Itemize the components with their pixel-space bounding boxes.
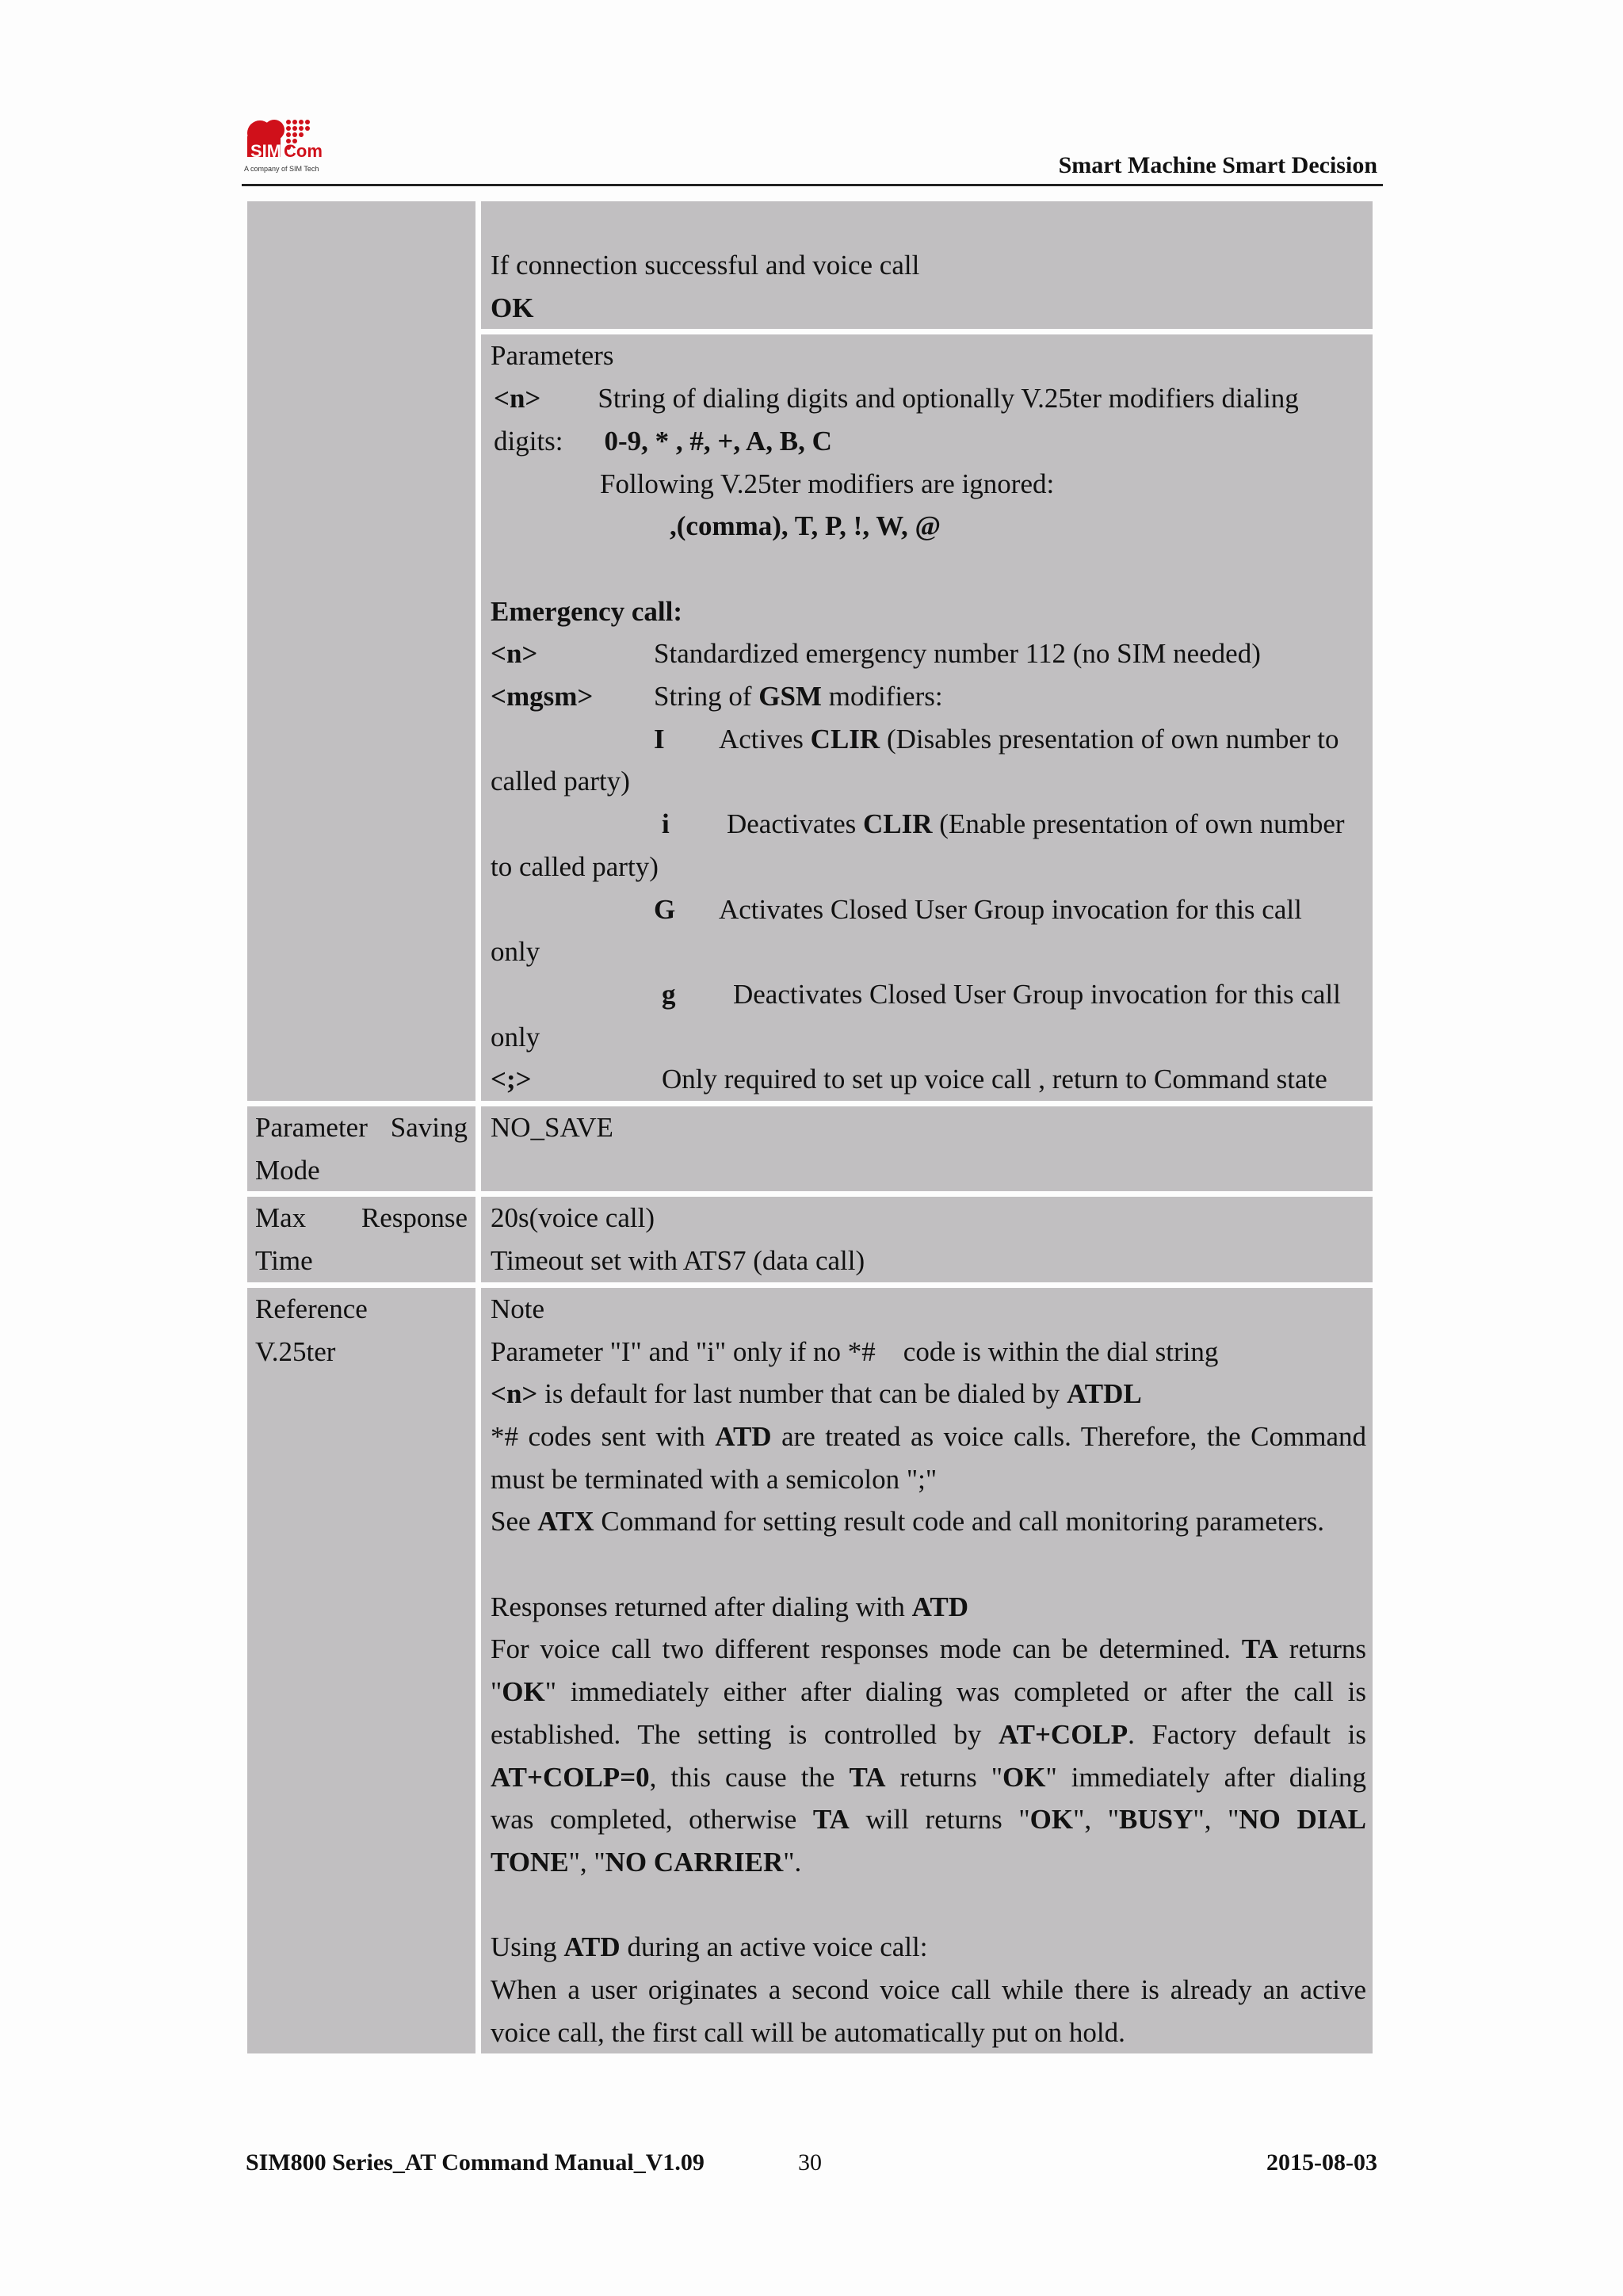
table-row bbox=[247, 201, 1373, 329]
row-value bbox=[481, 1106, 1373, 1191]
text-line: to called party) bbox=[491, 850, 659, 882]
digits-label: digits: bbox=[494, 425, 563, 457]
text-line: Time bbox=[255, 1245, 313, 1277]
text-span: , this cause the bbox=[649, 1761, 850, 1793]
text-line: must be terminated with a semicolon ";" bbox=[491, 1463, 938, 1495]
text-span: TONE bbox=[491, 1846, 569, 1878]
param-tag: <mgsm> bbox=[491, 681, 594, 712]
text-span: ". bbox=[783, 1846, 802, 1878]
text-span: CLIR bbox=[863, 808, 933, 840]
text-span: " bbox=[491, 1676, 502, 1708]
text-span: during an active voice call: bbox=[620, 1931, 928, 1963]
table-row bbox=[247, 1106, 1373, 1191]
param-desc: String of dialing digits and optionally V.25ter modifiers dialing bbox=[598, 383, 1299, 415]
text-span: Actives bbox=[719, 723, 811, 755]
footer-doc-title: SIM800 Series_AT Command Manual_V1.09 bbox=[246, 2149, 705, 2176]
text-span: (Enable presentation of own number bbox=[932, 808, 1345, 840]
text-span: established. The setting is controlled by bbox=[491, 1718, 999, 1750]
text-span: is default for last number that can be dialed by bbox=[537, 1378, 1067, 1410]
text-line: If connection successful and voice call bbox=[491, 250, 920, 281]
text-line: Following V.25ter modifiers are ignored: bbox=[600, 468, 1055, 499]
emergency-heading: Emergency call: bbox=[491, 595, 682, 627]
parameters-cell bbox=[481, 334, 1373, 1101]
text-line: Note bbox=[491, 1293, 545, 1324]
text-line: voice call, the first call will be automatically put on hold. bbox=[491, 2016, 1125, 2048]
row-label bbox=[247, 1197, 475, 1282]
text-line: Mode bbox=[255, 1154, 320, 1186]
text-line: called party) bbox=[491, 766, 630, 797]
text-span: Saving bbox=[390, 1112, 468, 1144]
text-span: See bbox=[491, 1506, 538, 1538]
param-tag: <;> bbox=[491, 1064, 532, 1095]
text-span: ATD bbox=[911, 1591, 968, 1622]
header-divider bbox=[242, 184, 1383, 186]
text-span: Responses returned after dialing with bbox=[491, 1591, 912, 1622]
at-command-table bbox=[247, 196, 1373, 2059]
text-span: Response bbox=[361, 1202, 468, 1234]
text-span: String of bbox=[654, 681, 759, 712]
modifier-key: G bbox=[654, 893, 676, 925]
reference-notes bbox=[481, 1288, 1373, 2054]
text-span: OK bbox=[502, 1676, 545, 1708]
svg-text:Com: Com bbox=[284, 141, 323, 161]
ignored-modifiers: ,(comma), T, P, !, W, @ bbox=[670, 510, 941, 542]
text-span: OK bbox=[1029, 1804, 1074, 1836]
param-tag: <n> bbox=[491, 638, 538, 670]
text-span: Activates Closed User Group invocation for this call bbox=[719, 893, 1302, 925]
text-span: returns bbox=[1277, 1633, 1366, 1665]
simcom-logo bbox=[242, 116, 325, 178]
text-span: AT+COLP bbox=[998, 1718, 1128, 1750]
text-span: NO DIAL bbox=[1239, 1804, 1366, 1836]
text-span: ATDL bbox=[1067, 1378, 1142, 1410]
row-label bbox=[247, 1288, 475, 2054]
text-line: Reference bbox=[255, 1293, 368, 1324]
text-span: TA bbox=[849, 1761, 886, 1793]
text-span: ATD bbox=[715, 1420, 772, 1452]
modifier-key: I bbox=[654, 723, 665, 755]
text-span: are treated as voice calls. Therefore, the Command bbox=[771, 1420, 1366, 1452]
text-span: . Factory default is bbox=[1128, 1718, 1366, 1750]
modifier-key: g bbox=[662, 978, 676, 1010]
text-span: Deactivates bbox=[727, 808, 863, 840]
text-span: ", " bbox=[568, 1846, 605, 1878]
modifier-key: i bbox=[662, 808, 670, 840]
page-footer bbox=[246, 2149, 1377, 2181]
table-cell-empty bbox=[247, 201, 475, 1101]
param-desc: Standardized emergency number 112 (no SIM needed) bbox=[654, 638, 1261, 670]
text-line: V.25ter bbox=[255, 1335, 336, 1367]
svg-text:SIM: SIM bbox=[250, 141, 282, 161]
response-cell bbox=[481, 201, 1373, 329]
text-line: only bbox=[491, 936, 540, 968]
text-span: Command for setting result code and call monitoring parameters. bbox=[594, 1506, 1325, 1538]
header-tagline: Smart Machine Smart Decision bbox=[1058, 152, 1377, 178]
footer-date: 2015-08-03 bbox=[1266, 2149, 1377, 2176]
text-span: Using bbox=[491, 1931, 564, 1963]
text-span: AT+COLP=0 bbox=[491, 1761, 650, 1793]
param-tag: <n> bbox=[494, 383, 541, 415]
text-span: BUSY bbox=[1119, 1804, 1193, 1836]
text-span: will returns " bbox=[849, 1804, 1030, 1836]
text-span: NO CARRIER bbox=[605, 1846, 784, 1878]
text-span: CLIR bbox=[810, 723, 880, 755]
text-span: OK bbox=[1002, 1761, 1046, 1793]
text-span: was completed, otherwise bbox=[491, 1804, 813, 1836]
text-span: modifiers: bbox=[821, 681, 943, 712]
text-span: " immediately either after dialing was completed or after the call is bbox=[544, 1676, 1366, 1708]
row-label bbox=[247, 1106, 475, 1191]
row-value bbox=[481, 1197, 1373, 1282]
svg-text:A company of SIM Tech: A company of SIM Tech bbox=[244, 165, 319, 173]
text-span: *# codes sent with bbox=[491, 1420, 716, 1452]
table-row bbox=[247, 1288, 1373, 2054]
text-span: Deactivates Closed User Group invocation for this call bbox=[733, 978, 1341, 1010]
text-span: ATD bbox=[563, 1931, 621, 1963]
table-row bbox=[247, 1197, 1373, 1282]
text-span: ", " bbox=[1073, 1804, 1120, 1836]
text-span: (Disables presentation of own number to bbox=[880, 723, 1339, 755]
text-span: " immediately after dialing bbox=[1045, 1761, 1366, 1793]
text-span: For voice call two different responses mode can be determined. bbox=[491, 1633, 1242, 1665]
text-line: Parameter "I" and "i" only if no *# code is within the dial string bbox=[491, 1335, 1219, 1367]
footer-page-number: 30 bbox=[798, 2149, 822, 2176]
text-line: Timeout set with ATS7 (data call) bbox=[491, 1245, 865, 1277]
text-span: ", " bbox=[1193, 1804, 1239, 1836]
text-span: TA bbox=[812, 1804, 850, 1836]
parameters-heading: Parameters bbox=[491, 340, 614, 372]
text-line: only bbox=[491, 1021, 540, 1052]
text-span: <n> bbox=[491, 1378, 538, 1410]
text-span: GSM bbox=[758, 681, 822, 712]
digits-value: 0-9, * , #, +, A, B, C bbox=[604, 425, 832, 457]
text-line: When a user originates a second voice call while there is already an active bbox=[491, 1974, 1366, 2006]
text-line: NO_SAVE bbox=[491, 1112, 613, 1144]
text-span: ATX bbox=[537, 1506, 594, 1538]
text-span: returns " bbox=[885, 1761, 1002, 1793]
param-desc: Only required to set up voice call , return to Command state bbox=[662, 1064, 1327, 1095]
text-line: 20s(voice call) bbox=[491, 1202, 655, 1234]
text-span: TA bbox=[1241, 1633, 1278, 1665]
text-span: Parameter bbox=[255, 1112, 368, 1144]
ok-result: OK bbox=[491, 292, 534, 323]
text-span: Max bbox=[255, 1202, 307, 1234]
